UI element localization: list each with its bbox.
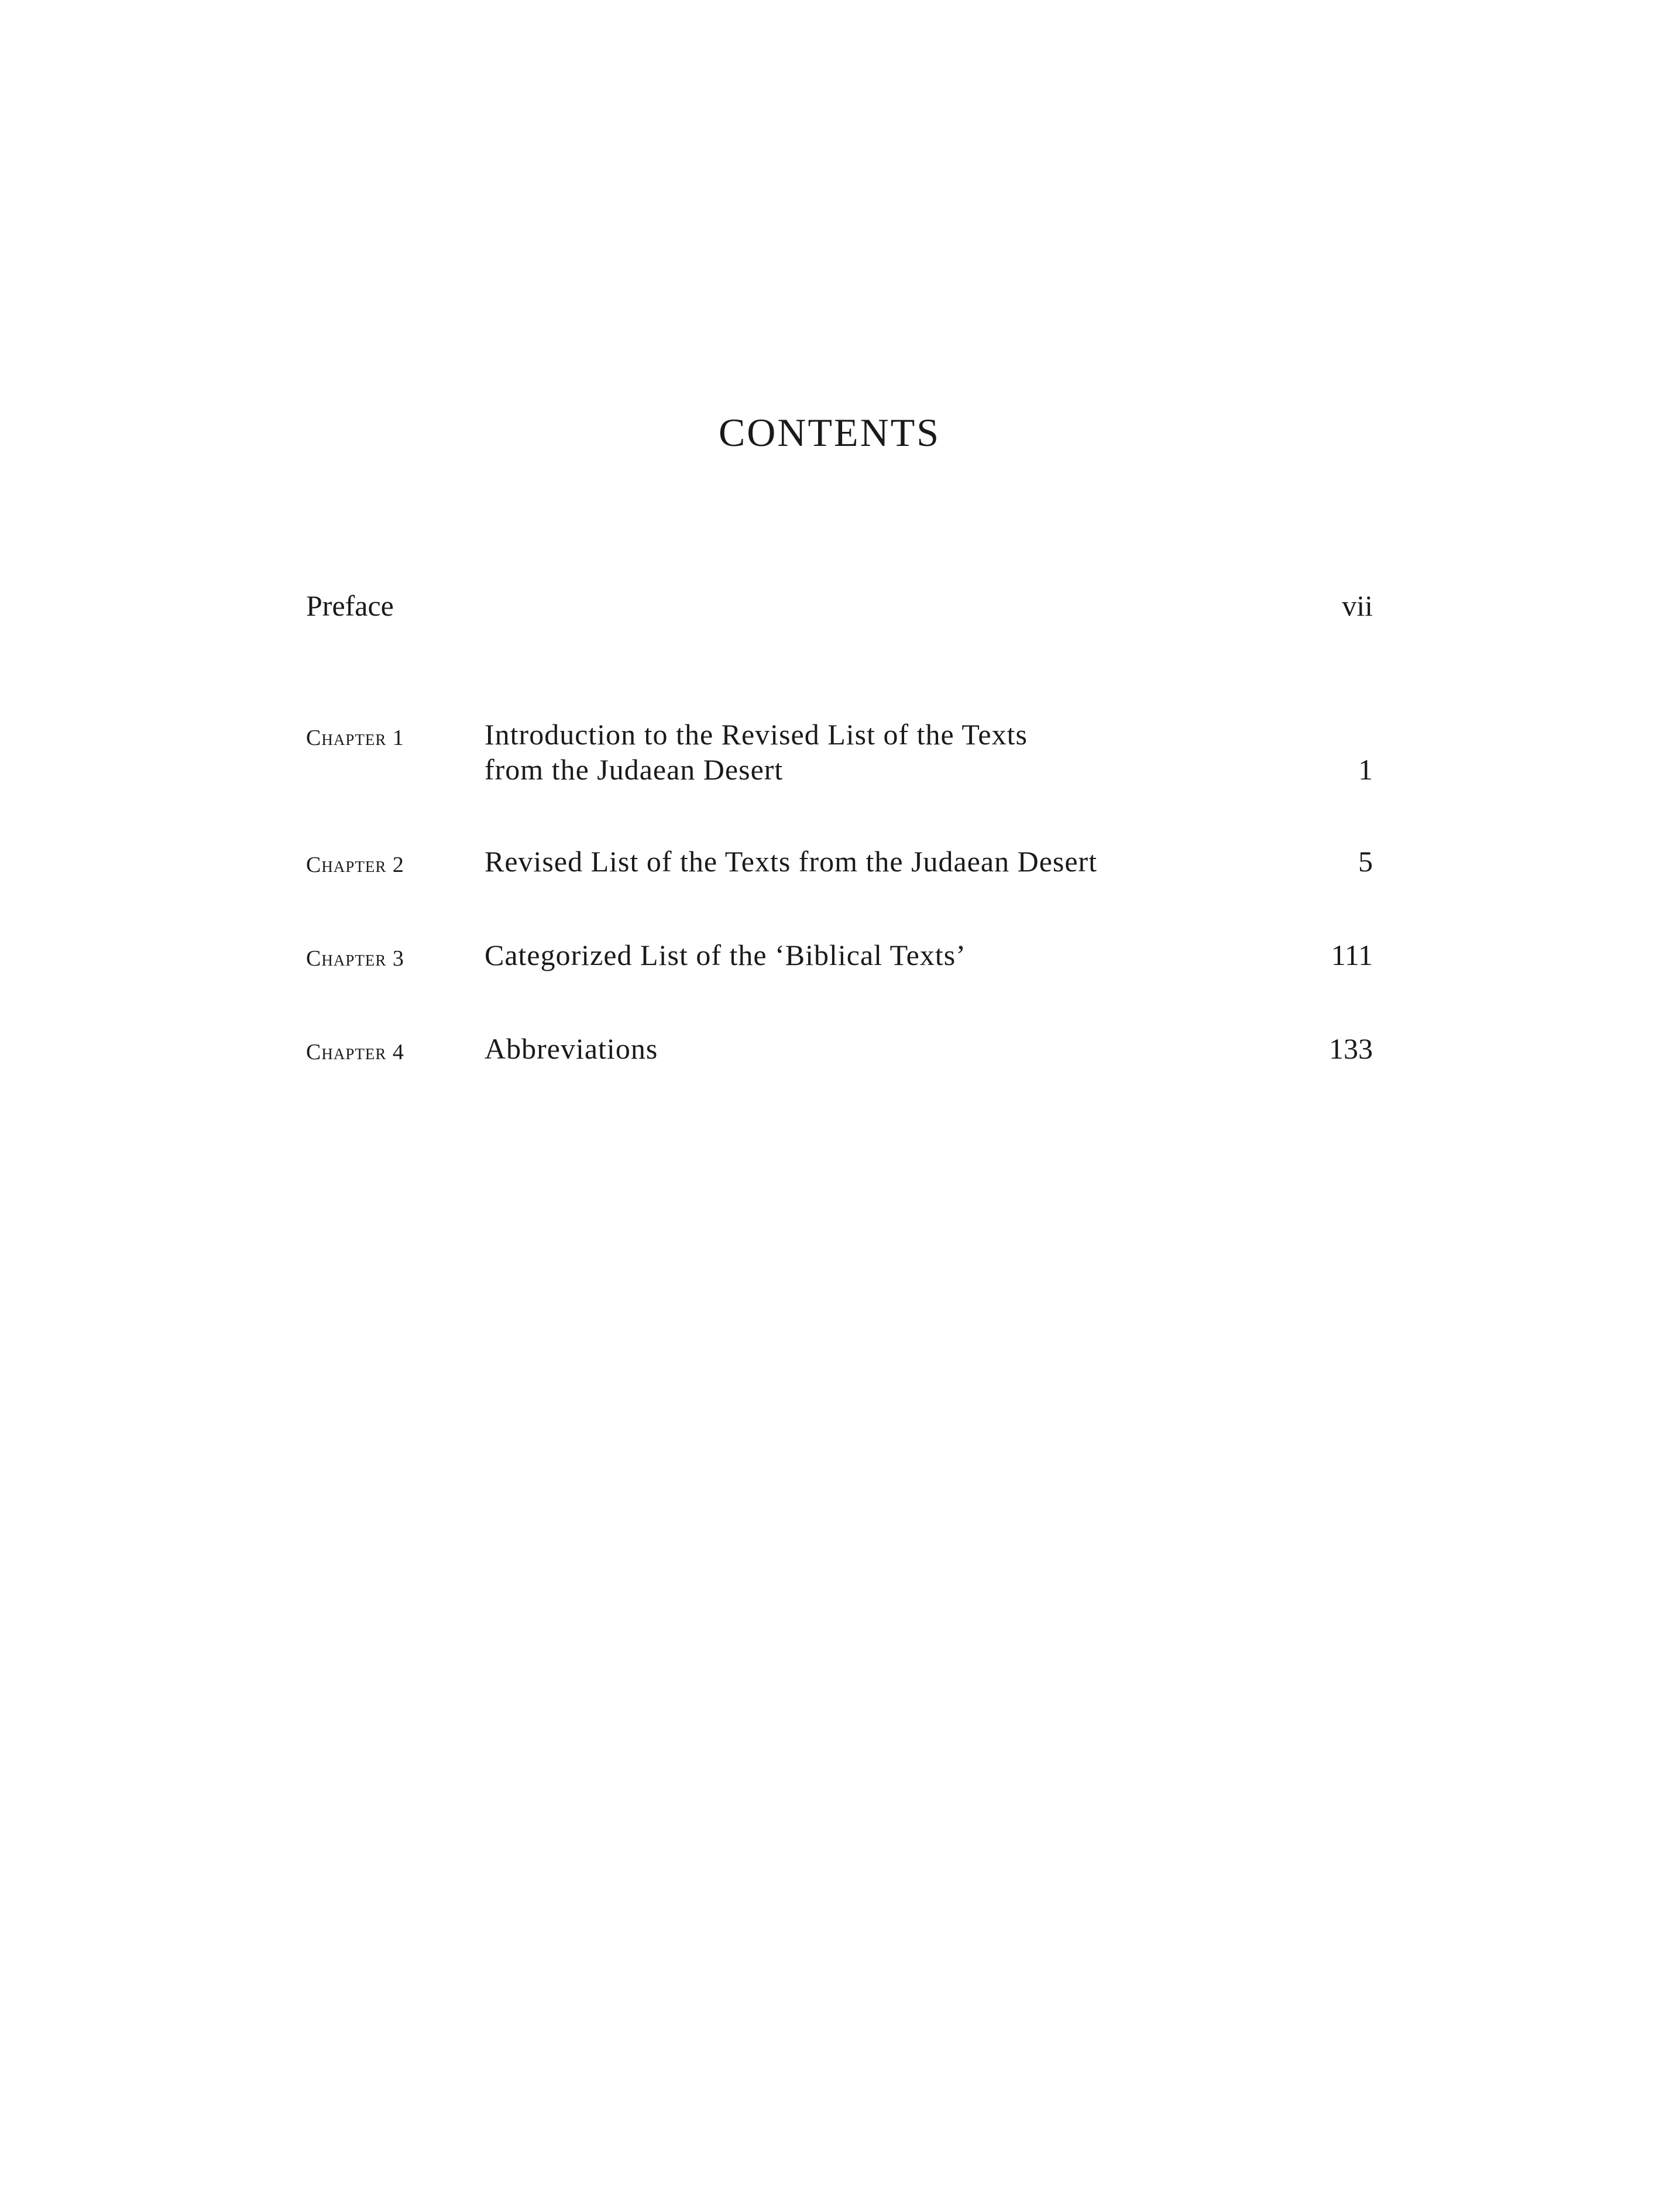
- page-title: CONTENTS: [718, 410, 941, 455]
- chapter-label: Chapter 3: [306, 946, 404, 971]
- toc-entry-preface[interactable]: [306, 588, 1373, 623]
- toc-entry-chapter-3[interactable]: [306, 937, 1373, 973]
- chapter-title: [485, 844, 1245, 879]
- chapter-title-line: Revised List of the Texts from the Judaean Desert: [485, 845, 1098, 878]
- chapter-title: [485, 717, 1245, 787]
- preface-label: Preface: [306, 589, 394, 622]
- chapter-title: [485, 1031, 1245, 1066]
- chapter-title-line: Introduction to the Revised List of the Texts: [485, 718, 1028, 751]
- chapter-label: Chapter 4: [306, 1040, 404, 1064]
- chapter-page-number: 5: [1358, 845, 1373, 878]
- chapter-title: [485, 937, 1245, 973]
- toc-entry-chapter-1[interactable]: [306, 717, 1373, 787]
- preface-page-number: vii: [1342, 589, 1373, 622]
- toc-entry-chapter-4[interactable]: [306, 1031, 1373, 1066]
- chapter-page-number: 1: [1358, 753, 1373, 786]
- chapter-title-line: Abbreviations: [485, 1032, 658, 1065]
- chapter-title-line: Categorized List of the ‘Biblical Texts’: [485, 939, 966, 971]
- chapter-page-number: 133: [1329, 1032, 1373, 1065]
- chapter-title-line: from the Judaean Desert: [485, 753, 784, 786]
- chapter-label: Chapter 2: [306, 853, 404, 877]
- chapter-page-number: 111: [1331, 939, 1373, 971]
- toc-entry-chapter-2[interactable]: [306, 844, 1373, 879]
- chapter-label: Chapter 1: [306, 726, 404, 750]
